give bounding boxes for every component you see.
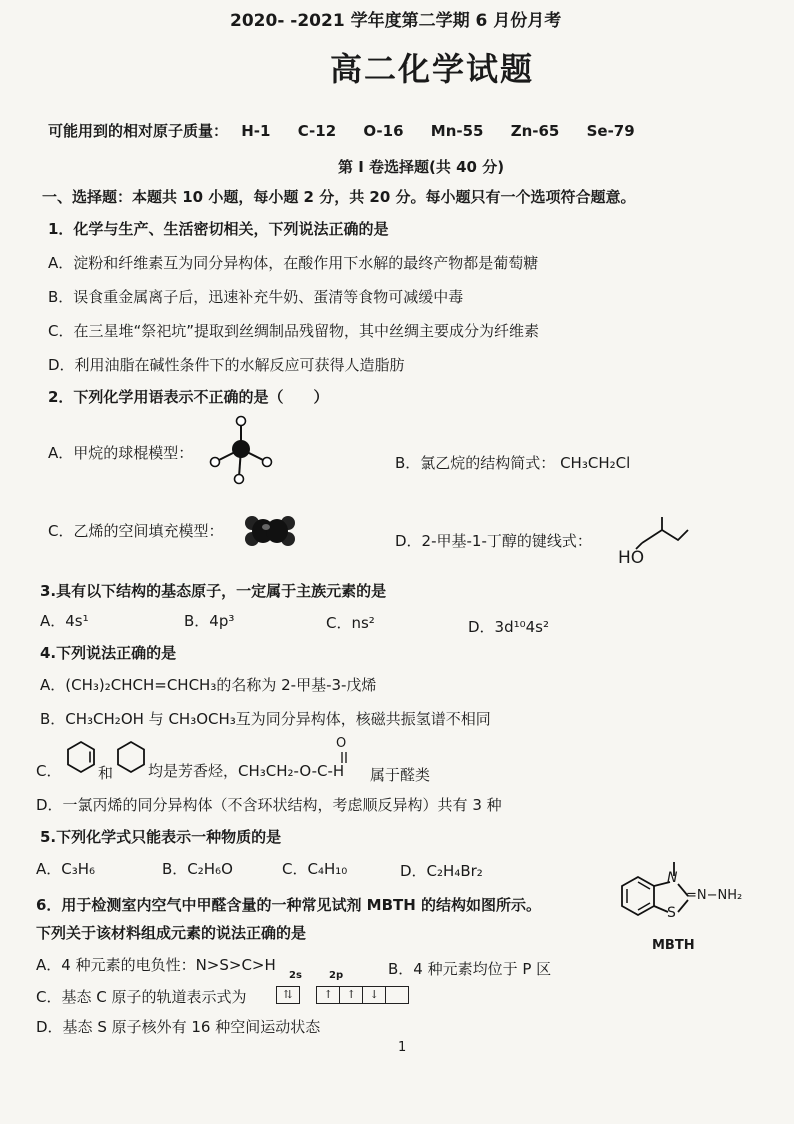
mass-item: Mn-55 xyxy=(430,122,484,140)
q6-option-b: B．4 种元素均位于 P 区 xyxy=(388,960,552,978)
cyclohexane-structure xyxy=(114,740,148,774)
chloroethane-formula: CH₃CH₂Cl xyxy=(560,454,631,472)
orbital-2s-label: 2s xyxy=(289,970,302,981)
orbital-2p-group xyxy=(316,986,409,1004)
q5-option-d: D．C₂H₄Br₂ xyxy=(400,862,483,880)
atomic-masses-label: 可能用到的相对原子质量： xyxy=(48,122,229,140)
q6-stem-line2: 下列关于该材料组成元素的说法正确的是 xyxy=(36,924,307,942)
q4-option-c-and: 和 xyxy=(98,764,114,782)
q2-option-b-label: B．氯乙烷的结构简式： xyxy=(395,454,556,472)
cyclohexene-structure xyxy=(64,740,98,774)
q1-stem: 1．化学与生产、生活密切相关，下列说法正确的是 xyxy=(48,220,389,238)
q4-option-b: B．CH₃CH₂OH 与 CH₃OCH₃互为同分异构体，核磁共振氢谱不相同 xyxy=(40,710,491,728)
q4-option-c-prefix: C． xyxy=(36,762,62,780)
q5-option-a: A．C₃H₆ xyxy=(36,860,96,878)
mbth-nitrogen-label: N xyxy=(667,870,678,886)
q5-stem: 5.下列化学式只能表示一种物质的是 xyxy=(40,828,282,846)
atomic-masses xyxy=(48,120,657,141)
q2-option-d: D．2-甲基-1-丁醇的键线式： xyxy=(395,532,592,550)
q3-option-b: B．4p³ xyxy=(184,612,235,630)
q3-option-d: D．3d¹⁰4s² xyxy=(468,618,550,636)
section-title: 第 I 卷选择题(共 40 分) xyxy=(338,158,505,176)
q5-option-c: C．C₄H₁₀ xyxy=(282,860,348,878)
q3-option-c: C．ns² xyxy=(326,614,375,632)
q1-option-c: C．在三星堆“祭祀坑”提取到丝绸制品残留物，其中丝绸主要成分为纤维素 xyxy=(48,322,540,340)
orbital-diagram xyxy=(276,984,409,1004)
q4-option-c-suffix: 属于醛类 xyxy=(370,766,431,784)
carbonyl-oxygen: O xyxy=(336,736,347,751)
mbth-sulfur-label: S xyxy=(667,905,676,921)
exam-header: 2020- -2021 学年度第二学期 6 月份月考 xyxy=(230,11,562,31)
mass-item: C-12 xyxy=(297,122,337,140)
q5-option-b: B．C₂H₆O xyxy=(162,860,233,878)
part1-intro: 一、选择题：本题共 10 小题，每小题 2 分，共 20 分。每小题只有一个选项符合题意。 xyxy=(42,188,636,206)
q1-option-d: D．利用油脂在碱性条件下的水解反应可获得人造脂肪 xyxy=(48,356,405,374)
mbth-caption: MBTH xyxy=(652,938,695,953)
mass-item: Se-79 xyxy=(586,122,635,140)
mass-item: O-16 xyxy=(363,122,404,140)
orbital-2s-box: ⇅ xyxy=(276,986,300,1004)
page-number: 1 xyxy=(398,1040,407,1055)
q6-option-c: C．基态 C 原子的轨道表示式为 xyxy=(36,988,247,1006)
ethylene-space-filling-model xyxy=(244,514,296,548)
q2-option-c: C．乙烯的空间填充模型： xyxy=(48,522,224,540)
q2-stem: 2．下列化学用语表示不正确的是（ ） xyxy=(48,388,329,406)
q4-option-c-mid: 均是芳香烃，CH₃CH₂-O-C-H xyxy=(148,762,345,780)
q3-option-a: A．4s¹ xyxy=(40,612,89,630)
mass-item: H-1 xyxy=(241,122,271,140)
orbital-2p-box: ↑ xyxy=(340,986,363,1004)
hydroxyl-label: HO xyxy=(618,548,645,568)
mbth-hydrazone-chain: =N−NH₂ xyxy=(686,888,743,903)
orbital-2p-box: ↓ xyxy=(363,986,386,1004)
carbonyl-double-bond xyxy=(339,752,349,764)
exam-title: 高二化学试题 xyxy=(330,50,535,88)
q6-option-d: D．基态 S 原子核外有 16 种空间运动状态 xyxy=(36,1018,321,1036)
q3-stem: 3.具有以下结构的基态原子，一定属于主族元素的是 xyxy=(40,582,387,600)
q4-option-a: A．(CH₃)₂CHCH=CHCH₃的名称为 2-甲基-3-戊烯 xyxy=(40,676,377,694)
q6-option-a: A．4 种元素的电负性：N>S>C>H xyxy=(36,956,276,974)
orbital-2p-label: 2p xyxy=(329,970,344,981)
mass-item: Zn-65 xyxy=(510,122,560,140)
q4-option-d: D．一氯丙烯的同分异构体（不含环状结构，考虑顺反异构）共有 3 种 xyxy=(36,796,502,814)
orbital-2p-box xyxy=(386,986,409,1004)
q4-stem: 4.下列说法正确的是 xyxy=(40,644,177,662)
q1-option-b: B．误食重金属离子后，迅速补充牛奶、蛋清等食物可减缓中毒 xyxy=(48,288,464,306)
orbital-2p-box: ↑ xyxy=(316,986,340,1004)
q1-option-a: A．淀粉和纤维素互为同分异构体，在酸作用下水解的最终产物都是葡萄糖 xyxy=(48,254,539,272)
q2-option-b xyxy=(395,452,630,473)
q2-option-a: A．甲烷的球棍模型： xyxy=(48,444,194,462)
methane-ball-stick-model xyxy=(205,415,275,485)
q6-stem-line1: 6．用于检测室内空气中甲醛含量的一种常见试剂 MBTH 的结构如图所示。 xyxy=(36,896,542,914)
